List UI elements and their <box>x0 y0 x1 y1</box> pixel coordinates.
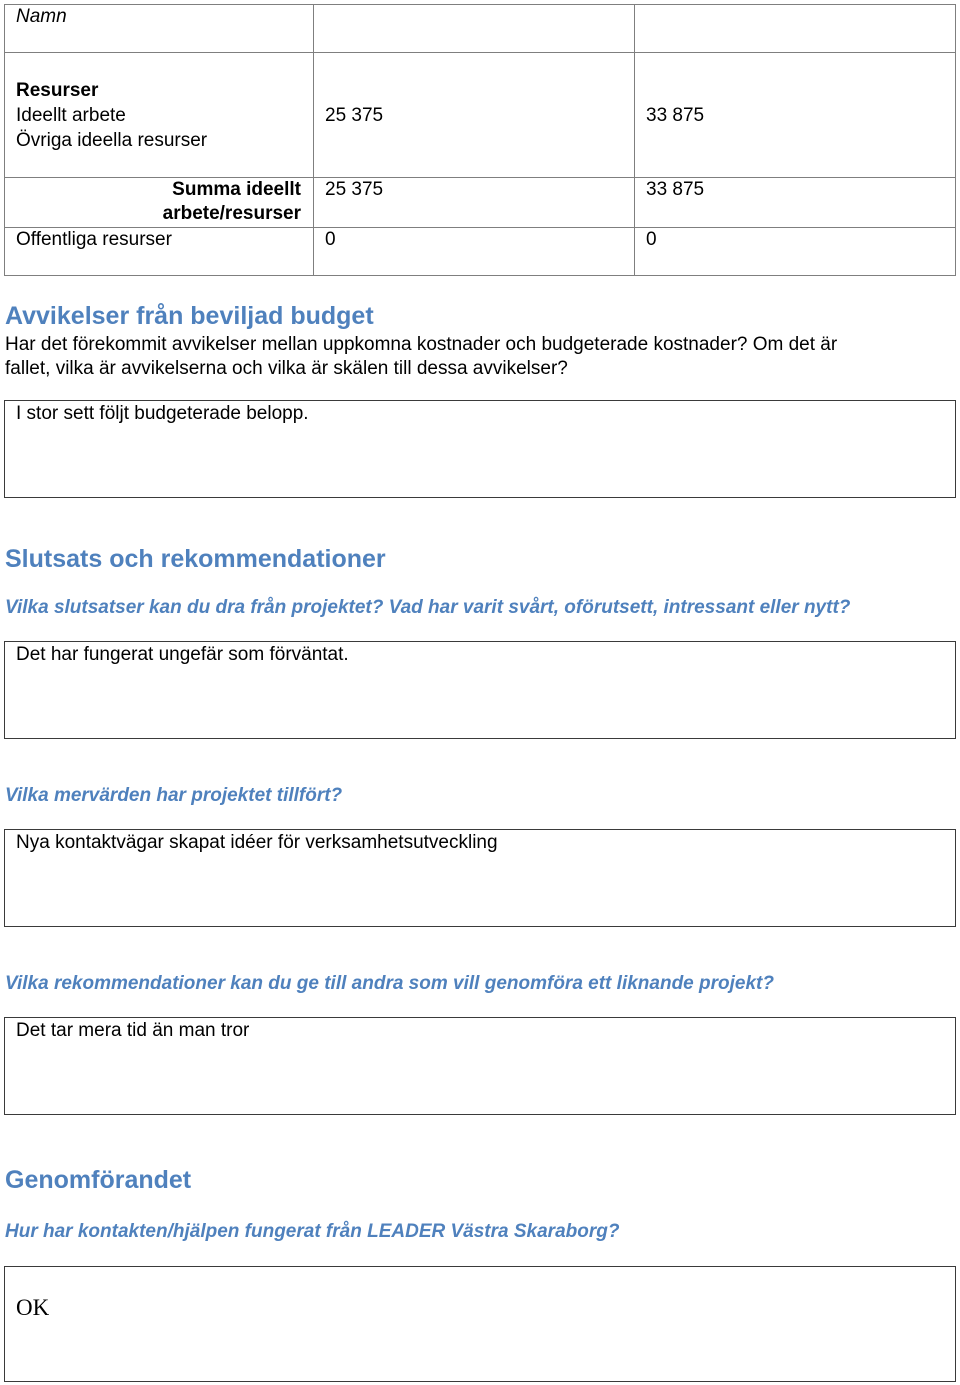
row-label-ideellt-arbete: Ideellt arbete <box>16 105 126 126</box>
conclusions-question-2: Vilka mervärden har projektet tillfört? <box>5 785 343 806</box>
table-col-divider-1 <box>313 4 314 276</box>
implementation-answer-text-1: OK <box>16 1295 50 1320</box>
conclusions-question-3: Vilka rekommendationer kan du ge till andra som vill genomföra ett liknande projekt? <box>5 973 774 994</box>
table-border-bottom <box>4 275 956 276</box>
row-label-offentliga-resurser: Offentliga resurser <box>16 229 172 250</box>
deviations-question-line1: Har det förekommit avvikelser mellan uppkomna kostnader och budgeterade kostnader? Om det är <box>5 334 838 355</box>
row-label-ovriga-ideella-resurser: Övriga ideella resurser <box>16 130 208 151</box>
row-label-summa-line1: Summa ideellt <box>172 179 301 200</box>
row-value-summa-col2: 33 875 <box>646 179 705 200</box>
conclusions-answer-box-2[interactable] <box>4 829 956 927</box>
row-value-ideellt-arbete-col1: 25 375 <box>325 105 384 126</box>
row-value-offentliga-col1: 0 <box>325 229 336 250</box>
conclusions-question-1: Vilka slutsatser kan du dra från projektet? Vad har varit svårt, oförutsett, intressant eller nytt? <box>5 597 851 618</box>
table-border-left <box>4 4 5 276</box>
conclusions-answer-box-1[interactable] <box>4 641 956 739</box>
deviations-heading: Avvikelser från beviljad budget <box>5 302 374 330</box>
resources-heading: Resurser <box>16 80 99 101</box>
row-value-summa-col1: 25 375 <box>325 179 384 200</box>
table-border-top <box>4 4 956 5</box>
conclusions-answer-box-3[interactable] <box>4 1017 956 1115</box>
conclusions-answer-text-3: Det tar mera tid än man tror <box>16 1020 250 1041</box>
name-label: Namn <box>16 6 67 27</box>
deviations-question-line2: fallet, vilka är avvikelserna och vilka är skälen till dessa avvikelser? <box>5 358 568 379</box>
implementation-answer-box-1[interactable] <box>4 1266 956 1382</box>
table-row-divider-2 <box>4 177 956 178</box>
table-row-divider-1 <box>4 52 956 53</box>
implementation-question-1: Hur har kontakten/hjälpen fungerat från LEADER Västra Skaraborg? <box>5 1221 620 1242</box>
row-label-summa-line2: arbete/resurser <box>162 203 301 224</box>
row-value-offentliga-col2: 0 <box>646 229 657 250</box>
table-border-right <box>955 4 956 276</box>
row-value-ideellt-arbete-col2: 33 875 <box>646 105 705 126</box>
implementation-heading: Genomförandet <box>5 1166 192 1194</box>
deviations-answer-box[interactable] <box>4 400 956 498</box>
conclusions-answer-text-1: Det har fungerat ungefär som förväntat. <box>16 644 349 665</box>
table-col-divider-2 <box>634 4 635 276</box>
conclusions-heading: Slutsats och rekommendationer <box>5 545 386 573</box>
conclusions-answer-text-2: Nya kontaktvägar skapat idéer för verksamhetsutveckling <box>16 832 498 853</box>
deviations-answer-text: I stor sett följt budgeterade belopp. <box>16 403 309 424</box>
table-row-divider-3 <box>4 227 956 228</box>
